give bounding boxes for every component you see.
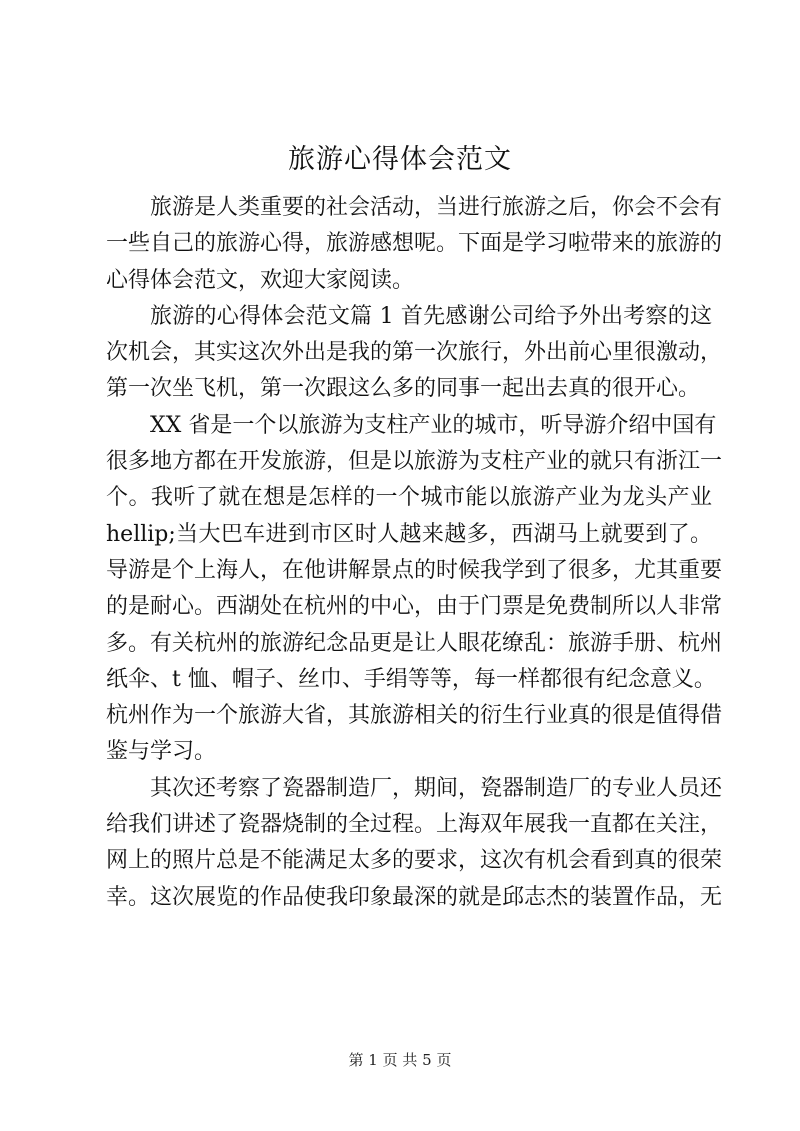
text-line: 次机会，其实这次外出是我的第一次旅行，外出前心里很激动， [106,340,723,366]
text-line: XX 省是一个以旅游为支柱产业的城市，听导游介绍中国有 [150,412,717,438]
text-line: 纸伞、t 恤、帽子、丝巾、手绢等等，每一样都很有纪念意义。 [106,666,716,692]
text-line: 杭州作为一个旅游大省，其旅游相关的衍生行业真的很是值得借 [106,703,723,729]
text-line: 鉴与学习。 [106,739,217,765]
text-line: hellip;当大巴车进到市区时人越来越多，西湖马上就要到了。 [106,521,712,547]
text-line: 很多地方都在开发旅游，但是以旅游为支柱产业的就只有浙江一 [106,449,723,475]
text-line: 给我们讲述了瓷器烧制的全过程。上海双年展我一直都在关注， [106,812,723,838]
text-line: 导游是个上海人，在他讲解景点的时候我学到了很多，尤其重要 [106,557,723,583]
page-footer: 第 1 页 共 5 页 [348,1051,452,1069]
text-line: 心得体会范文，欢迎大家阅读。 [106,267,415,293]
text-line: 幸。这次展览的作品使我印象最深的就是邱志杰的装置作品，无 [106,884,723,910]
text-line: 个。我听了就在想是怎样的一个城市能以旅游产业为龙头产业 [106,485,712,511]
text-line: 一些自己的旅游心得，旅游感想呢。下面是学习啦带来的旅游的 [106,231,723,257]
document-title: 旅游心得体会范文 [288,144,512,175]
text-line: 第一次坐飞机，第一次跟这么多的同事一起出去真的很开心。 [106,376,701,402]
text-line: 旅游的心得体会范文篇 1 首先感谢公司给予外出考察的这 [150,303,712,329]
text-line: 网上的照片总是不能满足太多的要求，这次有机会看到真的很荣 [106,848,723,874]
text-line: 其次还考察了瓷器制造厂，期间，瓷器制造厂的专业人员还 [150,775,723,801]
text-line: 旅游是人类重要的社会活动，当进行旅游之后，你会不会有 [150,195,723,220]
text-line: 多。有关杭州的旅游纪念品更是让人眼花缭乱：旅游手册、杭州 [106,630,723,656]
text-line: 的是耐心。西湖处在杭州的中心，由于门票是免费制所以人非常 [106,594,723,620]
document-body [106,190,723,916]
